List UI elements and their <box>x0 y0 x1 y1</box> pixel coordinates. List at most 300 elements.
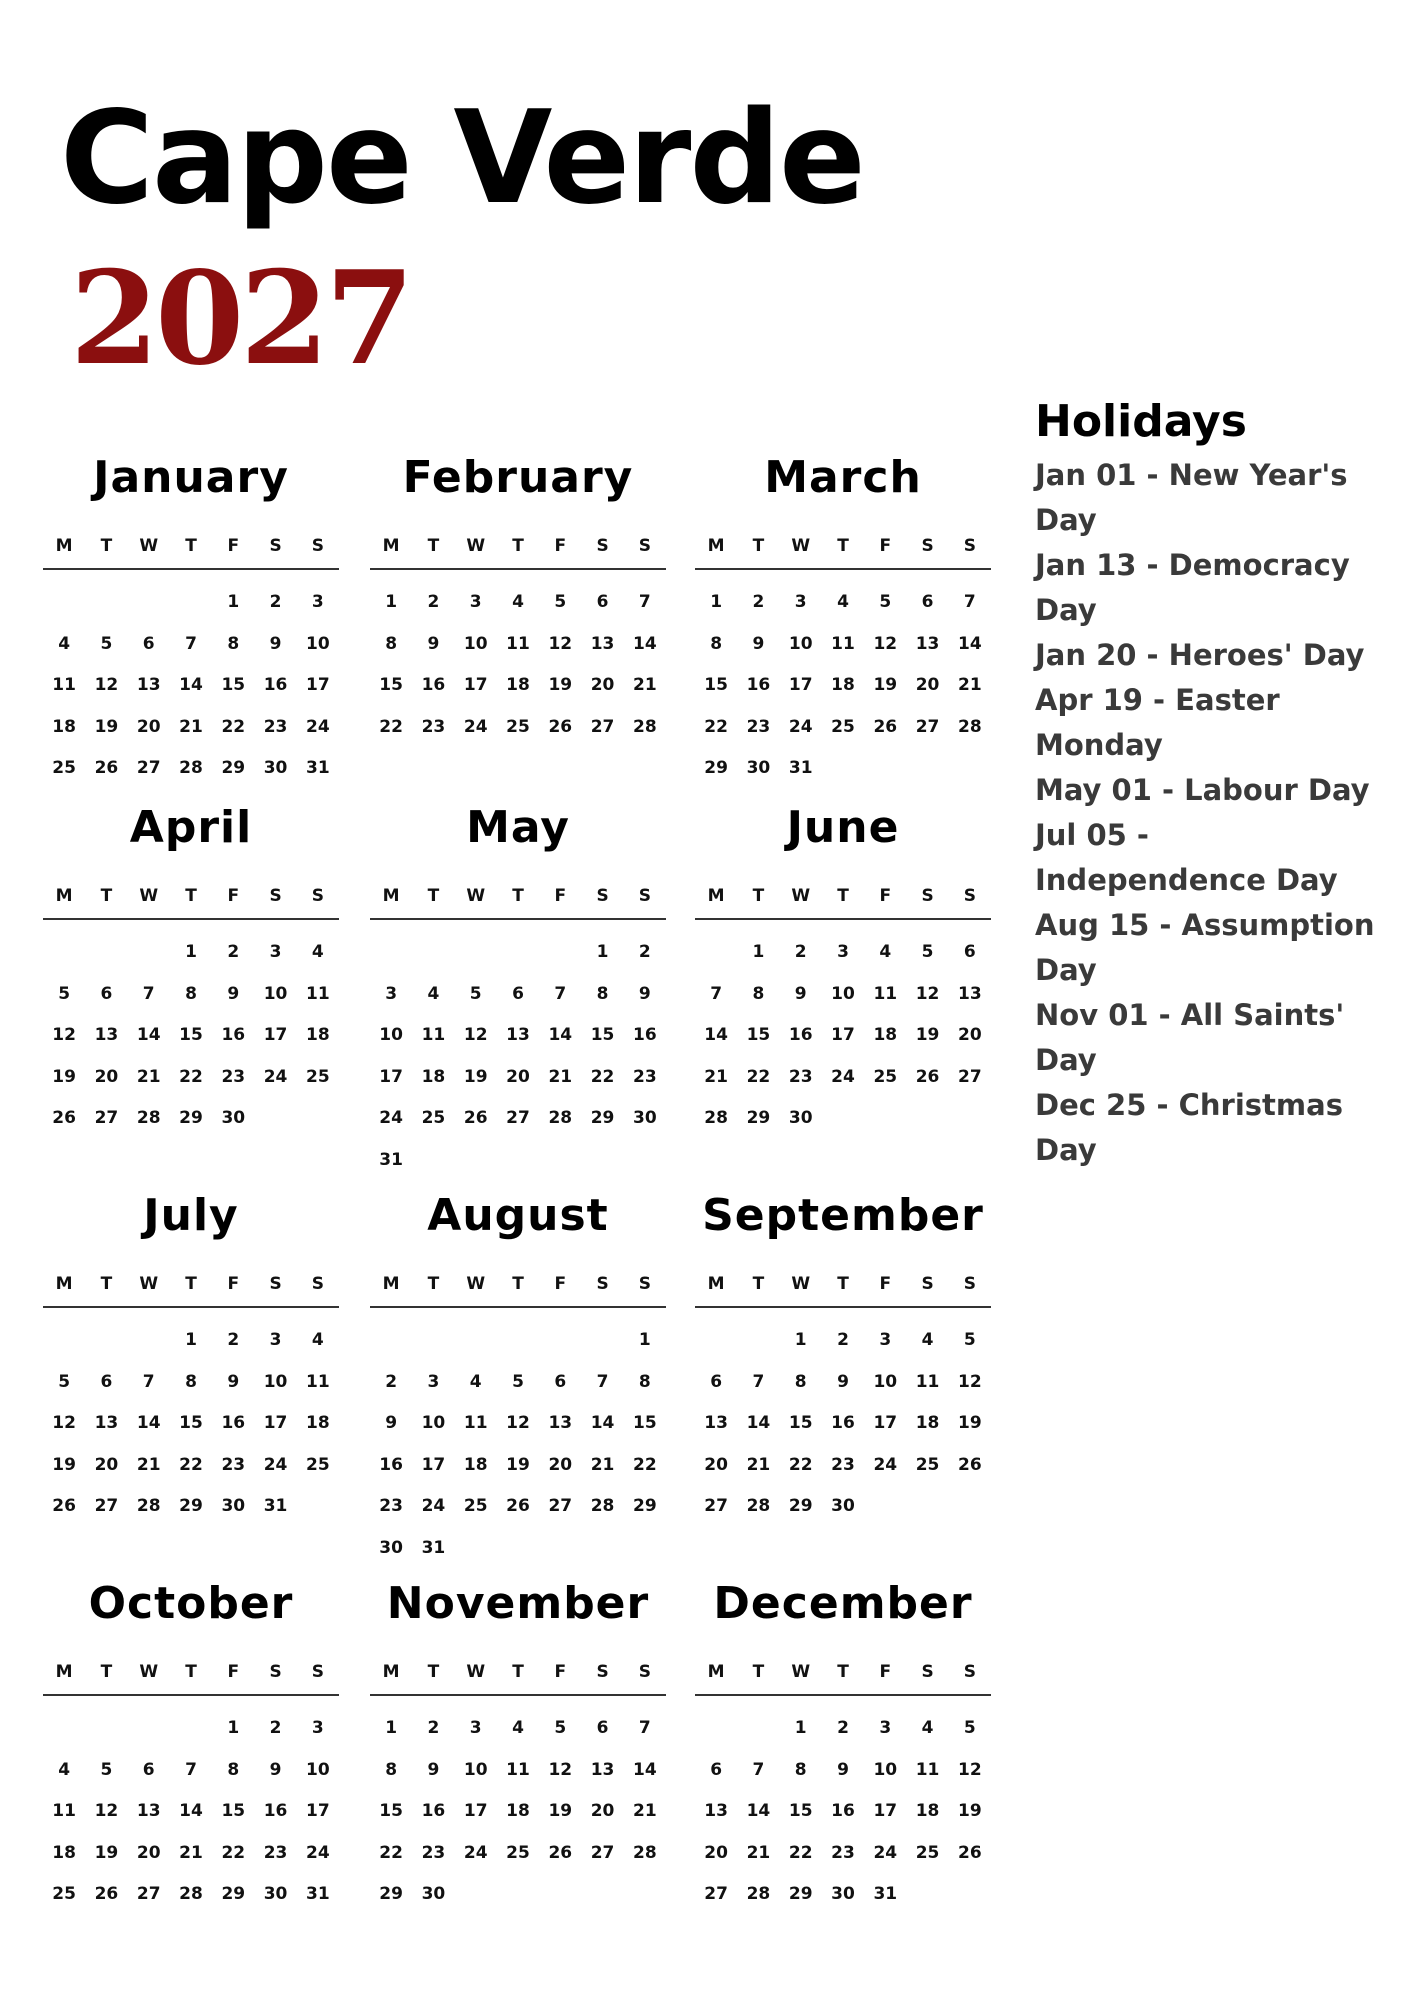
month-june <box>695 800 991 1170</box>
day-cell: 21 <box>633 675 657 695</box>
month-february <box>370 450 666 820</box>
day-cell: 12 <box>94 675 119 695</box>
day-cell: 12 <box>958 1371 982 1392</box>
weekday-label: T <box>100 536 113 556</box>
weekday-label: T <box>100 1662 113 1682</box>
day-cell: 29 <box>379 1884 403 1904</box>
weekday-label: S <box>311 1274 324 1294</box>
day-cell: 15 <box>221 675 246 695</box>
month-november <box>370 1576 666 1946</box>
day-cell: 25 <box>52 758 76 778</box>
day-empty <box>737 1320 779 1362</box>
day-cell: 2 <box>269 592 282 612</box>
month-december <box>695 1576 991 1946</box>
day-empty <box>412 932 454 974</box>
day-cell: 16 <box>421 1801 446 1821</box>
day-cell: 6 <box>100 1371 113 1392</box>
weekday-label: S <box>638 536 651 556</box>
day-cell: 14 <box>746 1413 771 1433</box>
day-cell: 11 <box>506 633 530 654</box>
day-cell: 26 <box>463 1108 488 1128</box>
day-cell: 17 <box>463 675 488 695</box>
day-cell: 30 <box>221 1496 246 1516</box>
day-cell: 4 <box>58 633 71 654</box>
day-cell: 1 <box>710 592 723 612</box>
day-cell: 25 <box>506 716 530 737</box>
day-cell: 9 <box>837 1759 849 1780</box>
day-cell: 4 <box>921 1330 934 1350</box>
day-cell: 28 <box>548 1108 573 1128</box>
day-cell: 31 <box>873 1884 898 1904</box>
day-cell: 20 <box>915 675 940 695</box>
day-cell: 6 <box>963 942 976 962</box>
day-cell: 18 <box>52 716 76 737</box>
day-cell: 30 <box>221 1108 246 1128</box>
day-cell: 3 <box>311 1718 324 1738</box>
day-cell: 9 <box>269 1759 282 1780</box>
day-cell: 1 <box>227 1718 240 1738</box>
day-cell: 28 <box>958 716 982 737</box>
day-cell: 28 <box>633 1842 657 1863</box>
day-cell: 7 <box>142 983 155 1004</box>
weekday-label: T <box>185 536 197 556</box>
day-cell: 21 <box>746 1842 771 1863</box>
day-cell: 18 <box>915 1801 940 1821</box>
weekday-header <box>695 1660 991 1696</box>
day-cell: 30 <box>263 758 288 778</box>
day-cell: 24 <box>263 1066 288 1087</box>
holidays-panel <box>1035 395 1375 1173</box>
day-cell: 16 <box>221 1025 246 1045</box>
day-cell: 6 <box>921 592 934 612</box>
day-empty <box>43 582 85 624</box>
day-cell: 29 <box>221 758 246 778</box>
weekday-label: M <box>382 536 400 556</box>
day-cell: 14 <box>590 1413 615 1433</box>
day-cell: 26 <box>506 1496 530 1516</box>
day-empty <box>85 1320 127 1362</box>
weekday-label: S <box>963 536 976 556</box>
month-name: February <box>402 452 634 503</box>
day-cell: 22 <box>221 716 246 737</box>
day-cell: 7 <box>596 1371 609 1392</box>
day-cell: 13 <box>94 1025 119 1045</box>
day-empty <box>43 1320 85 1362</box>
day-cell: 11 <box>463 1413 488 1433</box>
day-cell: 7 <box>638 592 651 612</box>
day-cell: 13 <box>548 1413 573 1433</box>
day-cell: 27 <box>915 716 940 737</box>
weekday-header <box>43 1660 339 1696</box>
day-cell: 10 <box>788 633 813 654</box>
day-cell: 6 <box>710 1759 723 1780</box>
day-cell: 14 <box>633 1759 657 1780</box>
weekday-label: S <box>269 886 282 906</box>
weekday-label: S <box>921 536 934 556</box>
weekday-label: T <box>837 1662 849 1682</box>
month-name: June <box>786 802 900 853</box>
day-cell: 30 <box>379 1537 403 1558</box>
day-cell: 27 <box>506 1108 530 1128</box>
day-cell: 22 <box>379 716 403 737</box>
day-cell: 30 <box>746 758 771 778</box>
day-cell: 21 <box>136 1454 161 1475</box>
day-empty <box>539 932 581 974</box>
weekday-label: F <box>554 1662 567 1682</box>
weekday-label: S <box>921 1662 934 1682</box>
weekday-label: S <box>963 886 976 906</box>
day-cell: 26 <box>873 716 898 737</box>
day-cell: 22 <box>788 1842 813 1863</box>
day-cell: 3 <box>269 1330 282 1350</box>
year-heading: 2027 <box>70 244 411 394</box>
day-cell: 9 <box>794 983 807 1004</box>
day-cell: 6 <box>512 983 524 1004</box>
weekday-label: F <box>879 1274 892 1294</box>
weekday-label: W <box>139 1662 159 1682</box>
day-cell: 23 <box>421 716 446 737</box>
day-cell: 8 <box>227 633 240 654</box>
month-name: January <box>93 452 289 503</box>
day-cell: 9 <box>752 633 765 654</box>
day-cell: 18 <box>831 675 855 695</box>
day-cell: 20 <box>506 1066 530 1087</box>
day-cell: 17 <box>306 1801 330 1821</box>
day-cell: 17 <box>306 675 330 695</box>
day-cell: 27 <box>94 1108 119 1128</box>
day-cell: 8 <box>752 983 765 1004</box>
day-cell: 15 <box>704 675 728 695</box>
day-cell: 21 <box>633 1801 657 1821</box>
day-cell: 8 <box>710 633 723 654</box>
day-cell: 11 <box>52 1801 76 1821</box>
day-cell: 14 <box>136 1025 161 1045</box>
day-cell: 9 <box>269 633 282 654</box>
weekday-label: W <box>139 1274 159 1294</box>
day-cell: 30 <box>633 1108 657 1128</box>
day-cell: 21 <box>746 1454 771 1475</box>
day-cell: 5 <box>469 983 482 1004</box>
day-cell: 5 <box>100 633 113 654</box>
day-cell: 16 <box>831 1413 855 1433</box>
day-cell: 12 <box>506 1413 530 1433</box>
day-cell: 11 <box>306 983 330 1004</box>
day-grid <box>370 1320 666 1569</box>
day-cell: 13 <box>136 675 161 695</box>
day-cell: 19 <box>52 1454 76 1475</box>
day-cell: 20 <box>958 1025 982 1045</box>
weekday-header <box>695 1272 991 1308</box>
day-empty <box>455 932 497 974</box>
weekday-label: M <box>55 1274 73 1294</box>
day-cell: 19 <box>548 1801 573 1821</box>
day-cell: 28 <box>746 1884 771 1904</box>
day-cell: 10 <box>463 633 488 654</box>
weekday-label: M <box>382 886 400 906</box>
day-empty <box>128 932 170 974</box>
weekday-header <box>370 534 666 570</box>
month-october <box>43 1576 339 1946</box>
day-cell: 26 <box>94 758 119 778</box>
day-cell: 4 <box>512 1718 524 1738</box>
day-cell: 13 <box>915 633 940 654</box>
day-cell: 13 <box>136 1801 161 1821</box>
day-cell: 6 <box>142 1759 155 1780</box>
weekday-label: F <box>879 1662 892 1682</box>
day-cell: 2 <box>837 1330 849 1350</box>
day-cell: 29 <box>179 1496 203 1516</box>
day-cell: 2 <box>427 592 440 612</box>
day-cell: 8 <box>385 633 398 654</box>
day-cell: 24 <box>263 1454 288 1475</box>
weekday-header <box>370 884 666 920</box>
day-cell: 31 <box>306 1884 330 1904</box>
day-cell: 18 <box>873 1025 898 1045</box>
day-cell: 28 <box>136 1108 161 1128</box>
day-cell: 11 <box>831 633 855 654</box>
day-cell: 30 <box>263 1884 288 1904</box>
day-cell: 22 <box>379 1842 403 1863</box>
weekday-label: T <box>837 536 849 556</box>
day-cell: 31 <box>379 1149 403 1170</box>
day-cell: 13 <box>94 1413 119 1433</box>
day-cell: 20 <box>548 1454 573 1475</box>
day-cell: 14 <box>704 1025 728 1045</box>
day-cell: 27 <box>94 1496 119 1516</box>
day-cell: 14 <box>548 1025 573 1045</box>
day-cell: 28 <box>704 1108 728 1128</box>
day-cell: 1 <box>794 1718 807 1738</box>
weekday-label: S <box>638 1662 651 1682</box>
day-empty <box>737 1708 779 1750</box>
weekday-label: W <box>791 886 811 906</box>
day-cell: 31 <box>306 758 330 778</box>
day-cell: 22 <box>221 1842 246 1863</box>
day-cell: 11 <box>915 1759 940 1780</box>
day-cell: 28 <box>179 1884 203 1904</box>
day-cell: 16 <box>263 675 288 695</box>
day-cell: 17 <box>788 675 813 695</box>
month-july <box>43 1188 339 1558</box>
day-cell: 21 <box>958 675 982 695</box>
day-cell: 12 <box>548 1759 573 1780</box>
day-empty <box>170 582 212 624</box>
day-cell: 3 <box>879 1330 892 1350</box>
day-cell: 31 <box>263 1496 288 1516</box>
day-cell: 14 <box>136 1413 161 1433</box>
day-cell: 11 <box>52 675 76 695</box>
weekday-label: W <box>466 1662 486 1682</box>
day-cell: 19 <box>463 1066 488 1087</box>
weekday-label: F <box>554 536 567 556</box>
day-cell: 27 <box>958 1066 982 1087</box>
day-cell: 5 <box>554 1718 567 1738</box>
weekday-label: T <box>512 1662 524 1682</box>
weekday-label: M <box>707 1274 725 1294</box>
day-cell: 11 <box>421 1025 446 1045</box>
day-cell: 8 <box>227 1759 240 1780</box>
day-cell: 3 <box>879 1718 892 1738</box>
day-cell: 2 <box>269 1718 282 1738</box>
day-cell: 23 <box>788 1066 813 1087</box>
day-cell: 29 <box>179 1108 203 1128</box>
day-cell: 10 <box>873 1371 898 1392</box>
day-cell: 24 <box>421 1496 446 1516</box>
weekday-header <box>370 1660 666 1696</box>
day-empty <box>695 1708 737 1750</box>
day-cell: 27 <box>704 1884 728 1904</box>
day-cell: 20 <box>94 1454 119 1475</box>
holiday-item: Jan 13 - Democracy Day <box>1035 548 1350 627</box>
weekday-label: T <box>512 536 524 556</box>
day-cell: 21 <box>179 1842 203 1863</box>
day-cell: 24 <box>306 1842 330 1863</box>
day-cell: 23 <box>633 1066 657 1087</box>
day-cell: 4 <box>469 1371 482 1392</box>
day-cell: 19 <box>506 1454 530 1475</box>
day-cell: 14 <box>958 633 982 654</box>
day-cell: 28 <box>633 716 657 737</box>
day-empty <box>128 1320 170 1362</box>
day-cell: 18 <box>506 675 530 695</box>
day-cell: 5 <box>921 942 934 962</box>
day-cell: 26 <box>52 1108 76 1128</box>
day-cell: 4 <box>837 592 849 612</box>
holiday-item: May 01 - Labour Day <box>1035 773 1370 807</box>
day-cell: 6 <box>142 633 155 654</box>
day-cell: 30 <box>421 1884 446 1904</box>
day-cell: 3 <box>469 592 482 612</box>
day-cell: 29 <box>746 1108 771 1128</box>
month-name: April <box>129 802 253 853</box>
day-cell: 25 <box>506 1842 530 1863</box>
holiday-item: Jul 05 - Independence Day <box>1035 818 1338 897</box>
day-cell: 6 <box>596 592 609 612</box>
day-cell: 26 <box>548 716 573 737</box>
weekday-label: F <box>879 536 892 556</box>
weekday-label: T <box>427 1274 440 1294</box>
weekday-label: S <box>596 536 609 556</box>
day-cell: 6 <box>554 1371 567 1392</box>
day-cell: 10 <box>263 983 288 1004</box>
day-grid <box>370 932 666 1181</box>
day-cell: 13 <box>590 633 615 654</box>
day-cell: 12 <box>463 1025 488 1045</box>
weekday-label: T <box>185 886 197 906</box>
day-empty <box>497 932 539 974</box>
day-cell: 22 <box>179 1066 203 1087</box>
day-cell: 12 <box>915 983 940 1004</box>
day-cell: 11 <box>915 1371 940 1392</box>
day-grid <box>695 582 991 790</box>
day-cell: 21 <box>704 1066 728 1087</box>
day-cell: 25 <box>831 716 855 737</box>
weekday-label: W <box>139 536 159 556</box>
day-cell: 27 <box>136 758 161 778</box>
day-cell: 17 <box>263 1025 288 1045</box>
weekday-label: M <box>707 886 725 906</box>
day-cell: 12 <box>958 1759 982 1780</box>
day-cell: 20 <box>136 1842 161 1863</box>
weekday-label: F <box>227 886 240 906</box>
weekday-label: M <box>382 1274 400 1294</box>
weekday-label: F <box>879 886 892 906</box>
weekday-label: S <box>638 886 651 906</box>
day-cell: 18 <box>52 1842 76 1863</box>
holidays-title: Holidays <box>1035 396 1247 447</box>
day-cell: 20 <box>704 1842 728 1863</box>
day-cell: 16 <box>831 1801 855 1821</box>
day-cell: 26 <box>94 1884 119 1904</box>
day-cell: 30 <box>831 1496 855 1516</box>
day-cell: 25 <box>915 1842 940 1863</box>
day-cell: 12 <box>873 633 898 654</box>
holiday-item: Dec 25 - Christmas Day <box>1035 1088 1343 1167</box>
day-cell: 29 <box>704 758 728 778</box>
day-empty <box>43 1708 85 1750</box>
day-cell: 7 <box>710 983 723 1004</box>
weekday-label: W <box>466 1274 486 1294</box>
day-cell: 27 <box>548 1496 573 1516</box>
weekday-label: W <box>791 536 811 556</box>
day-cell: 16 <box>633 1025 657 1045</box>
day-cell: 5 <box>963 1330 976 1350</box>
weekday-label: S <box>596 886 609 906</box>
day-cell: 19 <box>94 716 119 737</box>
day-cell: 18 <box>463 1454 488 1475</box>
day-cell: 5 <box>554 592 567 612</box>
day-cell: 4 <box>311 1330 324 1350</box>
day-cell: 8 <box>385 1759 398 1780</box>
day-cell: 1 <box>227 592 240 612</box>
day-cell: 22 <box>590 1066 615 1087</box>
day-cell: 24 <box>463 1842 488 1863</box>
day-cell: 10 <box>306 1759 330 1780</box>
day-cell: 8 <box>638 1371 651 1392</box>
day-grid <box>695 1320 991 1528</box>
day-grid <box>43 582 339 790</box>
day-cell: 25 <box>421 1108 446 1128</box>
day-cell: 1 <box>385 592 398 612</box>
day-grid <box>695 1708 991 1916</box>
day-cell: 11 <box>306 1371 330 1392</box>
day-cell: 13 <box>506 1025 530 1045</box>
day-cell: 1 <box>185 1330 197 1350</box>
day-cell: 21 <box>590 1454 615 1475</box>
day-cell: 22 <box>633 1454 657 1475</box>
month-name: March <box>764 452 922 503</box>
day-cell: 18 <box>915 1413 940 1433</box>
day-empty <box>695 932 737 974</box>
day-cell: 24 <box>379 1108 403 1128</box>
weekday-label: T <box>837 886 849 906</box>
day-empty <box>370 1320 412 1362</box>
day-grid <box>43 1320 339 1528</box>
weekday-label: T <box>427 536 440 556</box>
day-empty <box>455 1320 497 1362</box>
day-cell: 26 <box>958 1842 982 1863</box>
day-cell: 19 <box>958 1801 982 1821</box>
day-cell: 20 <box>590 675 615 695</box>
day-cell: 15 <box>221 1801 246 1821</box>
month-name: November <box>386 1578 650 1629</box>
day-cell: 10 <box>379 1025 403 1045</box>
weekday-label: T <box>427 886 440 906</box>
day-cell: 29 <box>633 1496 657 1516</box>
weekday-label: W <box>791 1274 811 1294</box>
month-name: July <box>143 1190 239 1241</box>
weekday-label: S <box>269 1662 282 1682</box>
